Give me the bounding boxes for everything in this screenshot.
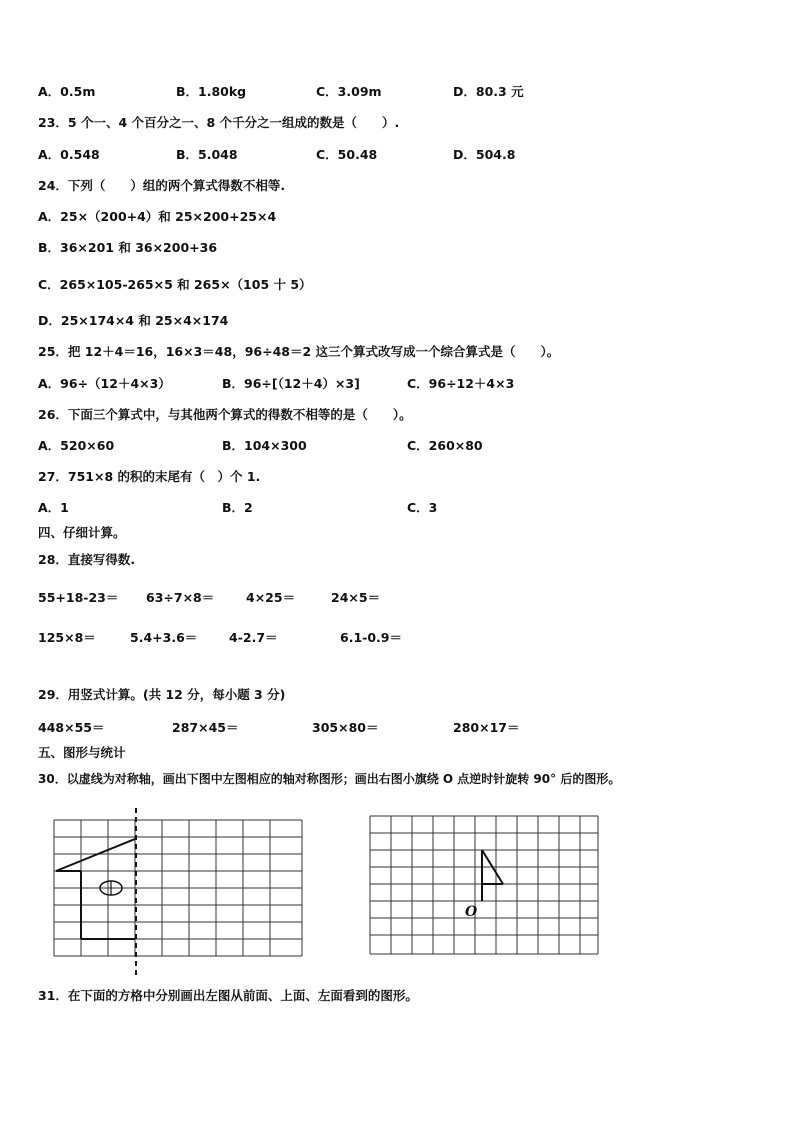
q24-option-a: A．25×（200+4）和 25×200+25×4	[38, 209, 277, 224]
rotation-point-label: O	[465, 904, 478, 920]
q29-item: 448×55＝	[38, 720, 105, 735]
q23-option-d: D．504.8	[453, 147, 516, 162]
flag-shape	[482, 850, 503, 901]
q25-option-c: C．96÷12＋4×3	[407, 376, 515, 391]
left-grid-lines	[54, 820, 302, 956]
q28-stem: 28．直接写得数.	[38, 552, 136, 567]
q28-item: 6.1-0.9＝	[340, 630, 402, 645]
symmetry-grid-figure	[50, 808, 308, 978]
q29-item: 305×80＝	[312, 720, 379, 735]
q24-stem: 24．下列（ ）组的两个算式得数不相等.	[38, 178, 286, 193]
q25-option-a: A．96÷（12＋4×3）	[38, 376, 171, 391]
q25-stem: 25．把 12＋4＝16，16×3＝48，96÷48＝2 这三个算式改写成一个综合算式是（ ）。	[38, 344, 560, 359]
q28-item: 5.4+3.6＝	[130, 630, 198, 645]
q29-item: 287×45＝	[172, 720, 239, 735]
q24-option-c: C．265×105-265×5 和 265×（105 十 5）	[38, 277, 312, 292]
q26-stem: 26．下面三个算式中，与其他两个算式的得数不相等的是（ ）。	[38, 407, 412, 422]
q26-option-b: B．104×300	[222, 438, 307, 453]
q25-option-b: B．96÷[（12＋4）×3]	[222, 376, 360, 391]
q31-stem: 31．在下面的方格中分别画出左图从前面、上面、左面看到的图形。	[38, 988, 418, 1003]
q28-item: 4-2.7＝	[229, 630, 278, 645]
q22-option-c: C．3.09m	[316, 84, 382, 99]
section-4-heading: 四、仔细计算。	[38, 525, 126, 540]
q22-option-d: D．80.3 元	[453, 84, 524, 99]
q27-option-b: B．2	[222, 500, 253, 515]
q28-item: 4×25＝	[246, 590, 296, 605]
q26-option-a: A．520×60	[38, 438, 115, 453]
section-5-heading: 五、图形与统计	[38, 745, 126, 760]
q29-stem: 29．用竖式计算。(共 12 分，每小题 3 分)	[38, 687, 286, 702]
q26-option-c: C．260×80	[407, 438, 483, 453]
q23-stem: 23．5 个一、4 个百分之一、8 个千分之一组成的数是（ ）.	[38, 115, 400, 130]
q30-stem: 30．以虚线为对称轴，画出下图中左图相应的轴对称图形；画出右图小旗绕 O 点逆时针旋转 90° 后的图形。	[38, 772, 621, 786]
rotation-grid-figure	[366, 812, 602, 958]
q22-option-a: A．0.5m	[38, 84, 96, 99]
q23-option-c: C．50.48	[316, 147, 378, 162]
q23-option-a: A．0.548	[38, 147, 100, 162]
q28-item: 24×5＝	[331, 590, 381, 605]
q28-item: 55+18-23＝	[38, 590, 119, 605]
q24-option-b: B．36×201 和 36×200+36	[38, 240, 218, 255]
q27-option-a: A．1	[38, 500, 69, 515]
q24-option-d: D．25×174×4 和 25×4×174	[38, 313, 229, 328]
q28-item: 63÷7×8＝	[146, 590, 215, 605]
q22-option-b: B．1.80kg	[176, 84, 247, 99]
q27-option-c: C．3	[407, 500, 438, 515]
q29-item: 280×17＝	[453, 720, 520, 735]
q28-item: 125×8＝	[38, 630, 96, 645]
q27-stem: 27．751×8 的积的末尾有（ ）个 1.	[38, 469, 261, 484]
q23-option-b: B．5.048	[176, 147, 238, 162]
